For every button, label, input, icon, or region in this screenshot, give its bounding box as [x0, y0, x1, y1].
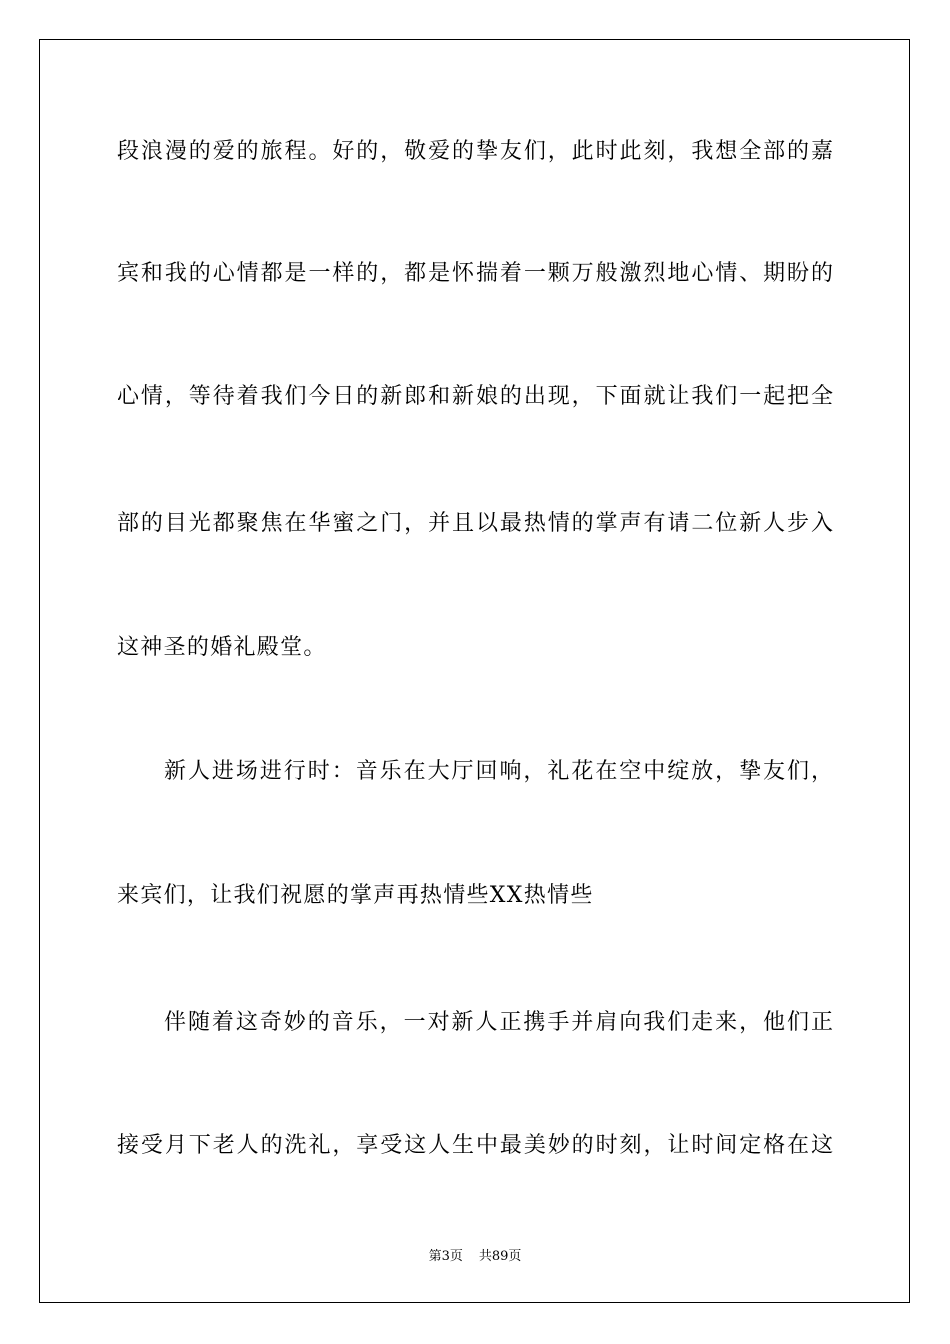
paragraph-line: 新人进场进行时：音乐在大厅回响，礼花在空中绽放，挚友们， [164, 759, 833, 784]
page-border [39, 39, 910, 1303]
paragraph-line: 宾和我的心情都是一样的，都是怀揣着一颗万般激烈地心情、期盼的 [117, 261, 833, 286]
paragraph-line: 这神圣的婚礼殿堂。 [117, 635, 327, 660]
page-footer [0, 1248, 950, 1266]
page-total: 共89页 [478, 1249, 522, 1264]
paragraph-line: 段浪漫的爱的旅程。好的，敬爱的挚友们，此时此刻，我想全部的嘉 [117, 139, 833, 164]
paragraph-line: 心情，等待着我们今日的新郎和新娘的出现，下面就让我们一起把全 [117, 384, 833, 409]
paragraph-line: 接受月下老人的洗礼，享受这人生中最美妙的时刻，让时间定格在这 [117, 1133, 833, 1158]
paragraph-line: 来宾们，让我们祝愿的掌声再热情些XX热情些 [117, 883, 594, 908]
paragraph-line: 伴随着这奇妙的音乐，一对新人正携手并肩向我们走来，他们正 [164, 1010, 833, 1035]
paragraph-line: 部的目光都聚焦在华蜜之门，并且以最热情的掌声有请二位新人步入 [117, 511, 833, 536]
page-number: 第3页 [428, 1249, 463, 1264]
